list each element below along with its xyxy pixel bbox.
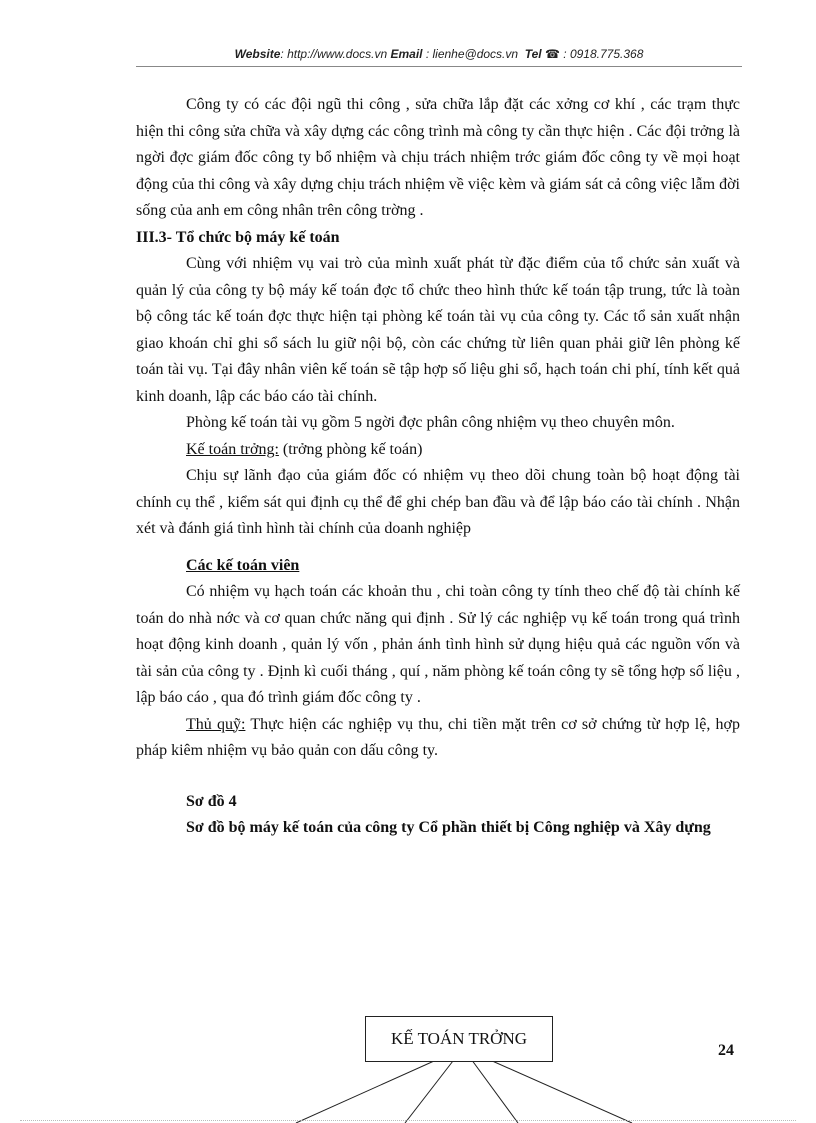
chief-accountant-label: Kế toán trởng: bbox=[186, 440, 279, 458]
paragraph-chief-duties: Chịu sự lãnh đạo của giám đốc có nhiệm vụ theo dõi chung toàn bộ hoạt động tài chính cụ thể , kiểm sát qui định cụ thể để ghi chép ban đầu và để lập báo cáo tài chính . Nhận xét và đánh giá tình hình tài chính của doanh nghiệp bbox=[136, 467, 740, 537]
chief-accountant-box bbox=[365, 1016, 553, 1062]
page-bottom-edge bbox=[20, 1120, 796, 1121]
treasurer-label: Thủ quỹ: bbox=[186, 715, 246, 733]
website-label: Website bbox=[234, 47, 281, 61]
tel-value: : 0918.775.368 bbox=[559, 47, 644, 61]
paragraph-accountants-duties: Có nhiệm vụ hạch toán các khoản thu , chi toàn công ty tính theo chế độ tài chính kế toán do nhà nớc và cơ quan chức năng qui định . Sử lý các nghiệp vụ kế toán trong quá trình hoạt động kinh doanh , quản lý vốn , phản ánh tình hình sử dụng hiệu quả các nguồn vốn và tài sản của công ty . Định kì cuối tháng , quí , năm phòng kế toán công ty sẽ tổng hợp số liệu , lập báo cáo , qua đó trình giám đốc công ty . bbox=[136, 583, 740, 706]
page-number: 24 bbox=[718, 1042, 734, 1059]
diagram-number: Sơ đồ 4 bbox=[186, 792, 237, 810]
paragraph-accounting-structure: Cùng với nhiệm vụ vai trò của mình xuất phát từ đặc điểm của tổ chức sản xuất và quản lý của công ty bộ máy kế toán đợc tổ chức theo hình thức kế toán tập trung, tức là toàn bộ công tác kế toán đợc thực hiện tại phòng kế toán tài vụ của công ty. Các tổ sản xuất nhận giao khoán chỉ ghi sổ sách lu giữ nội bộ, còn các chứng từ liên quan phải giữ lên phòng kế toán tài vụ. Tại đây nhân viên kế toán sẽ tập hợp số liệu ghi sổ, hạch toán chi phí, tính kết quả kinh doanh, lập các báo cáo tài chính. bbox=[136, 255, 740, 405]
email-value: : lienhe@docs.vn bbox=[422, 47, 519, 61]
accountants-label: Các kế toán viên bbox=[186, 556, 300, 574]
section-heading: III.3- Tổ chức bộ máy kế toán bbox=[136, 228, 340, 246]
phone-icon: ☎ bbox=[545, 47, 560, 61]
email-label: Email bbox=[390, 47, 423, 61]
diagram-title: Sơ đồ bộ máy kế toán của công ty Cổ phần thiết bị Công nghiệp và Xây dựng bbox=[186, 819, 711, 836]
paragraph-department-staff: Phòng kế toán tài vụ gồm 5 ngời đợc phân công nhiệm vụ theo chuyên môn. bbox=[186, 414, 675, 431]
tel-label: Tel bbox=[524, 47, 542, 61]
paragraph-construction-teams: Công ty có các đội ngũ thi công , sửa chữa lắp đặt các xởng cơ khí , các trạm thực hiện thi công sửa chữa và xây dựng các công trình mà công ty cần thực hiện . Các đội trởng là ngời đợc giám đốc công ty bổ nhiệm và chịu trách nhiệm trớc giám đốc công ty về mọi hoạt động của thi công và xây dựng chịu trách nhiệm về việc kèm và giám sát cả công việc lẫm đời sống của anh em công nhân trên công trờng . bbox=[136, 96, 740, 219]
chief-accountant-box-label: KẾ TOÁN TRỞNG bbox=[390, 1029, 527, 1048]
chief-accountant-note: (trởng phòng kế toán) bbox=[278, 440, 423, 458]
treasurer-duties: Thực hiện các nghiệp vụ thu, chi tiền mặt trên cơ sở chứng từ hợp lệ, hợp pháp kiêm nhiệm vụ bảo quản con dấu công ty. bbox=[136, 715, 740, 759]
website-value: : http://www.docs.vn bbox=[280, 47, 388, 61]
